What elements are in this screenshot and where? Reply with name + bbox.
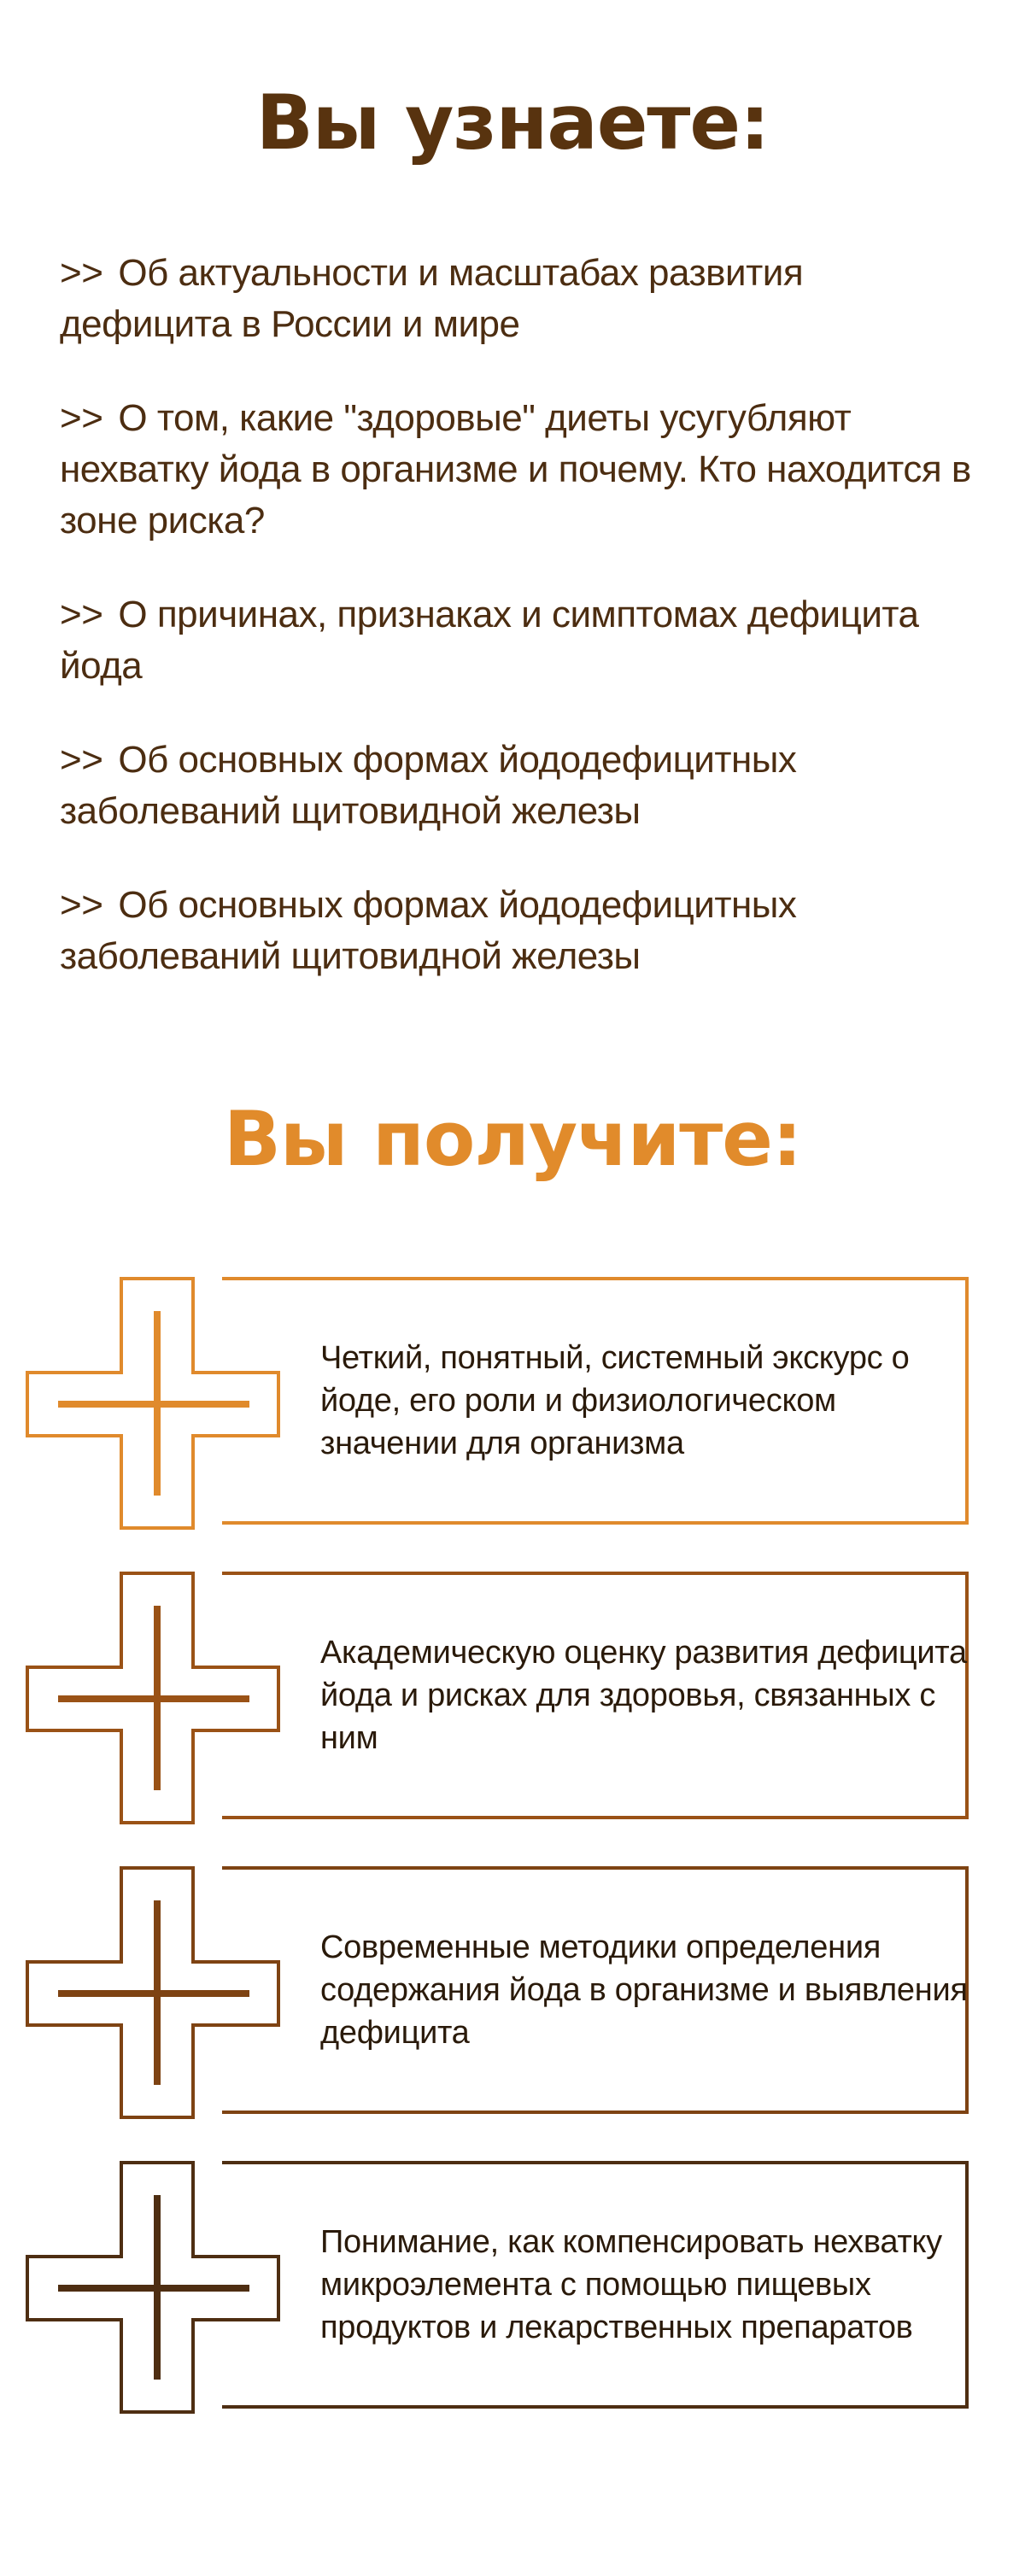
medical-cross-icon bbox=[26, 1866, 282, 2119]
list-item bbox=[60, 589, 982, 692]
benefit-text bbox=[320, 2161, 969, 2409]
list-item-text: О причинах, признаках и симптомах дефицита йода bbox=[60, 594, 919, 687]
benefit-card bbox=[26, 1572, 974, 1824]
learn-list bbox=[60, 248, 982, 1025]
list-marker: >> bbox=[60, 884, 103, 926]
list-item-text: Об основных формах йододефицитных заболеваний щитовидной железы bbox=[60, 884, 797, 977]
benefit-text-content: Современные методики определения содержания йода в организме и выявления дефицита bbox=[320, 1929, 968, 2051]
list-marker: >> bbox=[60, 594, 103, 635]
benefit-text-content: Академическую оценку развития дефицита йода и рисках для здоровья, связанных с ним bbox=[320, 1635, 967, 1756]
benefit-text bbox=[320, 1572, 969, 1819]
list-item bbox=[60, 248, 982, 350]
list-item bbox=[60, 735, 982, 837]
section-title-learn: Вы узнаете: bbox=[255, 79, 770, 167]
list-item-text: О том, какие "здоровые" диеты усугубляют нехватку йода в организме и почему. Кто находится в зоне риска? bbox=[60, 397, 971, 542]
benefit-card bbox=[26, 1277, 974, 1530]
benefit-text-content: Понимание, как компенсировать нехватку микроэлемента с помощью пищевых продуктов и лекарственных препаратов bbox=[320, 2224, 942, 2345]
medical-cross-icon bbox=[26, 1572, 282, 1824]
section-title-get: Вы получите: bbox=[223, 1095, 802, 1183]
medical-cross-icon bbox=[26, 2161, 282, 2414]
list-item-text: Об актуальности и масштабах развития дефицита в России и мире bbox=[60, 252, 804, 345]
benefit-text bbox=[320, 1277, 969, 1525]
benefit-text-content: Четкий, понятный, системный экскурс о йоде, его роли и физиологическом значении для организма bbox=[320, 1340, 910, 1461]
benefit-card bbox=[26, 1866, 974, 2119]
list-item bbox=[60, 393, 982, 547]
medical-cross-icon bbox=[26, 1277, 282, 1530]
list-marker: >> bbox=[60, 397, 103, 439]
benefit-card bbox=[26, 2161, 974, 2414]
benefit-text bbox=[320, 1866, 969, 2114]
list-item-text: Об основных формах йододефицитных заболеваний щитовидной железы bbox=[60, 739, 797, 832]
list-marker: >> bbox=[60, 252, 103, 294]
list-marker: >> bbox=[60, 739, 103, 781]
list-item bbox=[60, 880, 982, 982]
